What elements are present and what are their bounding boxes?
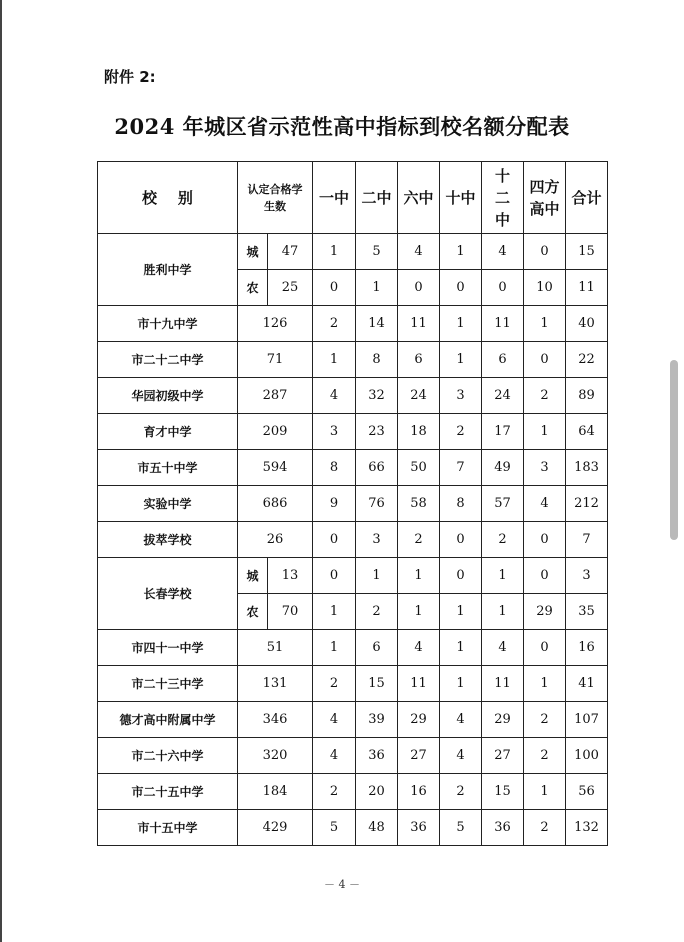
certified-count: 594 xyxy=(238,450,313,486)
certified-count: 131 xyxy=(238,666,313,702)
cell-value: 1 xyxy=(398,558,440,594)
cell-value: 2 xyxy=(524,738,566,774)
cell-value: 49 xyxy=(482,450,524,486)
cell-value: 27 xyxy=(398,738,440,774)
sub-type: 农 xyxy=(238,270,268,306)
page-number: － 4 － xyxy=(324,878,360,891)
sub-type: 城 xyxy=(238,558,268,594)
cell-value: 1 xyxy=(440,306,482,342)
cell-value: 1 xyxy=(524,414,566,450)
table-row xyxy=(98,450,608,486)
school-name: 胜利中学 xyxy=(98,234,238,306)
cell-total: 132 xyxy=(566,810,608,846)
cell-value: 1 xyxy=(524,666,566,702)
header-col-3: 六中 xyxy=(398,162,440,234)
cell-value: 1 xyxy=(356,270,398,306)
cell-value: 24 xyxy=(398,378,440,414)
cell-value: 2 xyxy=(440,774,482,810)
cell-total: 100 xyxy=(566,738,608,774)
header-certified: 认定合格学生数 xyxy=(238,162,313,234)
cell-value: 8 xyxy=(356,342,398,378)
cell-value: 4 xyxy=(313,702,356,738)
cell-value: 2 xyxy=(398,522,440,558)
document-title: 2024 年城区省示范性高中指标到校名额分配表 xyxy=(114,114,570,139)
cell-value: 7 xyxy=(440,450,482,486)
certified-count: 71 xyxy=(238,342,313,378)
certified-count: 320 xyxy=(238,738,313,774)
cell-value: 3 xyxy=(440,378,482,414)
cell-value: 20 xyxy=(356,774,398,810)
cell-value: 2 xyxy=(313,774,356,810)
certified-count: 51 xyxy=(238,630,313,666)
cell-value: 0 xyxy=(524,630,566,666)
header-col-6: 四方高中 xyxy=(524,162,566,234)
cell-value: 4 xyxy=(482,234,524,270)
cell-value: 3 xyxy=(524,450,566,486)
cell-value: 29 xyxy=(524,594,566,630)
cell-value: 18 xyxy=(398,414,440,450)
cell-value: 1 xyxy=(356,558,398,594)
certified-count: 184 xyxy=(238,774,313,810)
cell-value: 0 xyxy=(440,522,482,558)
certified-count: 70 xyxy=(268,594,313,630)
cell-value: 9 xyxy=(313,486,356,522)
cell-total: 15 xyxy=(566,234,608,270)
cell-value: 48 xyxy=(356,810,398,846)
cell-value: 1 xyxy=(524,306,566,342)
school-name: 市十九中学 xyxy=(98,306,238,342)
table-row xyxy=(98,666,608,702)
table-row xyxy=(98,738,608,774)
cell-value: 0 xyxy=(440,270,482,306)
cell-total: 7 xyxy=(566,522,608,558)
cell-value: 2 xyxy=(524,702,566,738)
cell-value: 10 xyxy=(524,270,566,306)
table-row xyxy=(98,306,608,342)
cell-value: 36 xyxy=(482,810,524,846)
cell-total: 41 xyxy=(566,666,608,702)
cell-value: 76 xyxy=(356,486,398,522)
header-col-4: 十中 xyxy=(440,162,482,234)
certified-count: 13 xyxy=(268,558,313,594)
header-col-1: 一中 xyxy=(313,162,356,234)
cell-value: 11 xyxy=(398,666,440,702)
cell-value: 1 xyxy=(440,234,482,270)
school-name: 长春学校 xyxy=(98,558,238,630)
cell-value: 1 xyxy=(482,594,524,630)
certified-count: 126 xyxy=(238,306,313,342)
cell-value: 1 xyxy=(440,342,482,378)
certified-count: 25 xyxy=(268,270,313,306)
school-name: 实验中学 xyxy=(98,486,238,522)
table-row xyxy=(98,702,608,738)
cell-total: 56 xyxy=(566,774,608,810)
cell-value: 5 xyxy=(313,810,356,846)
cell-value: 1 xyxy=(440,594,482,630)
cell-value: 2 xyxy=(524,378,566,414)
cell-value: 29 xyxy=(482,702,524,738)
cell-value: 1 xyxy=(482,558,524,594)
certified-count: 26 xyxy=(238,522,313,558)
header-col-5: 十二中 xyxy=(482,162,524,234)
school-name: 德才高中附属中学 xyxy=(98,702,238,738)
cell-value: 0 xyxy=(482,270,524,306)
cell-value: 50 xyxy=(398,450,440,486)
table-row xyxy=(98,342,608,378)
cell-value: 8 xyxy=(440,486,482,522)
cell-value: 1 xyxy=(440,630,482,666)
cell-value: 36 xyxy=(356,738,398,774)
cell-value: 1 xyxy=(524,774,566,810)
cell-value: 1 xyxy=(440,666,482,702)
sub-type: 农 xyxy=(238,594,268,630)
header-col-7: 合计 xyxy=(566,162,608,234)
cell-value: 66 xyxy=(356,450,398,486)
cell-value: 39 xyxy=(356,702,398,738)
allocation-table xyxy=(97,161,608,846)
school-name: 市四十一中学 xyxy=(98,630,238,666)
cell-value: 2 xyxy=(440,414,482,450)
header-school: 校 别 xyxy=(98,162,238,234)
table-row xyxy=(98,630,608,666)
cell-value: 4 xyxy=(482,630,524,666)
cell-total: 3 xyxy=(566,558,608,594)
cell-value: 4 xyxy=(440,738,482,774)
cell-value: 58 xyxy=(398,486,440,522)
cell-value: 0 xyxy=(313,270,356,306)
school-name: 市二十二中学 xyxy=(98,342,238,378)
cell-value: 4 xyxy=(313,378,356,414)
sub-type: 城 xyxy=(238,234,268,270)
cell-value: 6 xyxy=(398,342,440,378)
school-name: 市五十中学 xyxy=(98,450,238,486)
cell-value: 15 xyxy=(356,666,398,702)
certified-count: 47 xyxy=(268,234,313,270)
cell-value: 6 xyxy=(482,342,524,378)
certified-count: 209 xyxy=(238,414,313,450)
cell-value: 11 xyxy=(398,306,440,342)
cell-value: 17 xyxy=(482,414,524,450)
cell-value: 1 xyxy=(313,234,356,270)
cell-value: 1 xyxy=(313,630,356,666)
cell-value: 0 xyxy=(440,558,482,594)
certified-count: 287 xyxy=(238,378,313,414)
school-name: 市二十五中学 xyxy=(98,774,238,810)
cell-total: 89 xyxy=(566,378,608,414)
cell-value: 3 xyxy=(313,414,356,450)
attachment-label: 附件 2: xyxy=(104,68,156,86)
cell-value: 2 xyxy=(313,306,356,342)
cell-value: 2 xyxy=(356,594,398,630)
table-row xyxy=(98,810,608,846)
cell-value: 1 xyxy=(313,594,356,630)
cell-value: 4 xyxy=(398,234,440,270)
cell-value: 5 xyxy=(440,810,482,846)
cell-value: 2 xyxy=(482,522,524,558)
cell-value: 4 xyxy=(398,630,440,666)
cell-value: 24 xyxy=(482,378,524,414)
certified-count: 429 xyxy=(238,810,313,846)
cell-total: 11 xyxy=(566,270,608,306)
table-row xyxy=(98,774,608,810)
cell-total: 22 xyxy=(566,342,608,378)
certified-count: 686 xyxy=(238,486,313,522)
cell-value: 57 xyxy=(482,486,524,522)
page-edge xyxy=(0,0,2,942)
cell-total: 40 xyxy=(566,306,608,342)
cell-value: 36 xyxy=(398,810,440,846)
cell-value: 1 xyxy=(313,342,356,378)
table-row xyxy=(98,522,608,558)
cell-total: 212 xyxy=(566,486,608,522)
school-name: 市二十三中学 xyxy=(98,666,238,702)
table-row xyxy=(98,486,608,522)
table-row xyxy=(98,558,608,594)
table-row xyxy=(98,234,608,270)
cell-value: 6 xyxy=(356,630,398,666)
school-name: 育才中学 xyxy=(98,414,238,450)
cell-value: 32 xyxy=(356,378,398,414)
school-name: 市二十六中学 xyxy=(98,738,238,774)
school-name: 市十五中学 xyxy=(98,810,238,846)
table-row xyxy=(98,378,608,414)
cell-value: 8 xyxy=(313,450,356,486)
cell-value: 0 xyxy=(524,558,566,594)
header-col-2: 二中 xyxy=(356,162,398,234)
cell-value: 15 xyxy=(482,774,524,810)
cell-value: 11 xyxy=(482,666,524,702)
cell-value: 16 xyxy=(398,774,440,810)
cell-value: 0 xyxy=(398,270,440,306)
header-row xyxy=(98,162,608,234)
cell-value: 0 xyxy=(524,522,566,558)
cell-value: 14 xyxy=(356,306,398,342)
cell-value: 0 xyxy=(313,558,356,594)
cell-total: 35 xyxy=(566,594,608,630)
cell-value: 29 xyxy=(398,702,440,738)
cell-value: 27 xyxy=(482,738,524,774)
cell-value: 23 xyxy=(356,414,398,450)
cell-value: 3 xyxy=(356,522,398,558)
table-row xyxy=(98,414,608,450)
certified-count: 346 xyxy=(238,702,313,738)
cell-value: 4 xyxy=(313,738,356,774)
cell-value: 11 xyxy=(482,306,524,342)
cell-value: 4 xyxy=(524,486,566,522)
school-name: 华园初级中学 xyxy=(98,378,238,414)
cell-value: 2 xyxy=(313,666,356,702)
cell-total: 16 xyxy=(566,630,608,666)
cell-value: 0 xyxy=(524,234,566,270)
cell-value: 1 xyxy=(398,594,440,630)
cell-value: 0 xyxy=(313,522,356,558)
cell-value: 4 xyxy=(440,702,482,738)
cell-total: 107 xyxy=(566,702,608,738)
cell-value: 0 xyxy=(524,342,566,378)
cell-total: 64 xyxy=(566,414,608,450)
cell-total: 183 xyxy=(566,450,608,486)
cell-value: 2 xyxy=(524,810,566,846)
cell-value: 5 xyxy=(356,234,398,270)
scrollbar-thumb[interactable] xyxy=(670,360,678,540)
school-name: 拔萃学校 xyxy=(98,522,238,558)
